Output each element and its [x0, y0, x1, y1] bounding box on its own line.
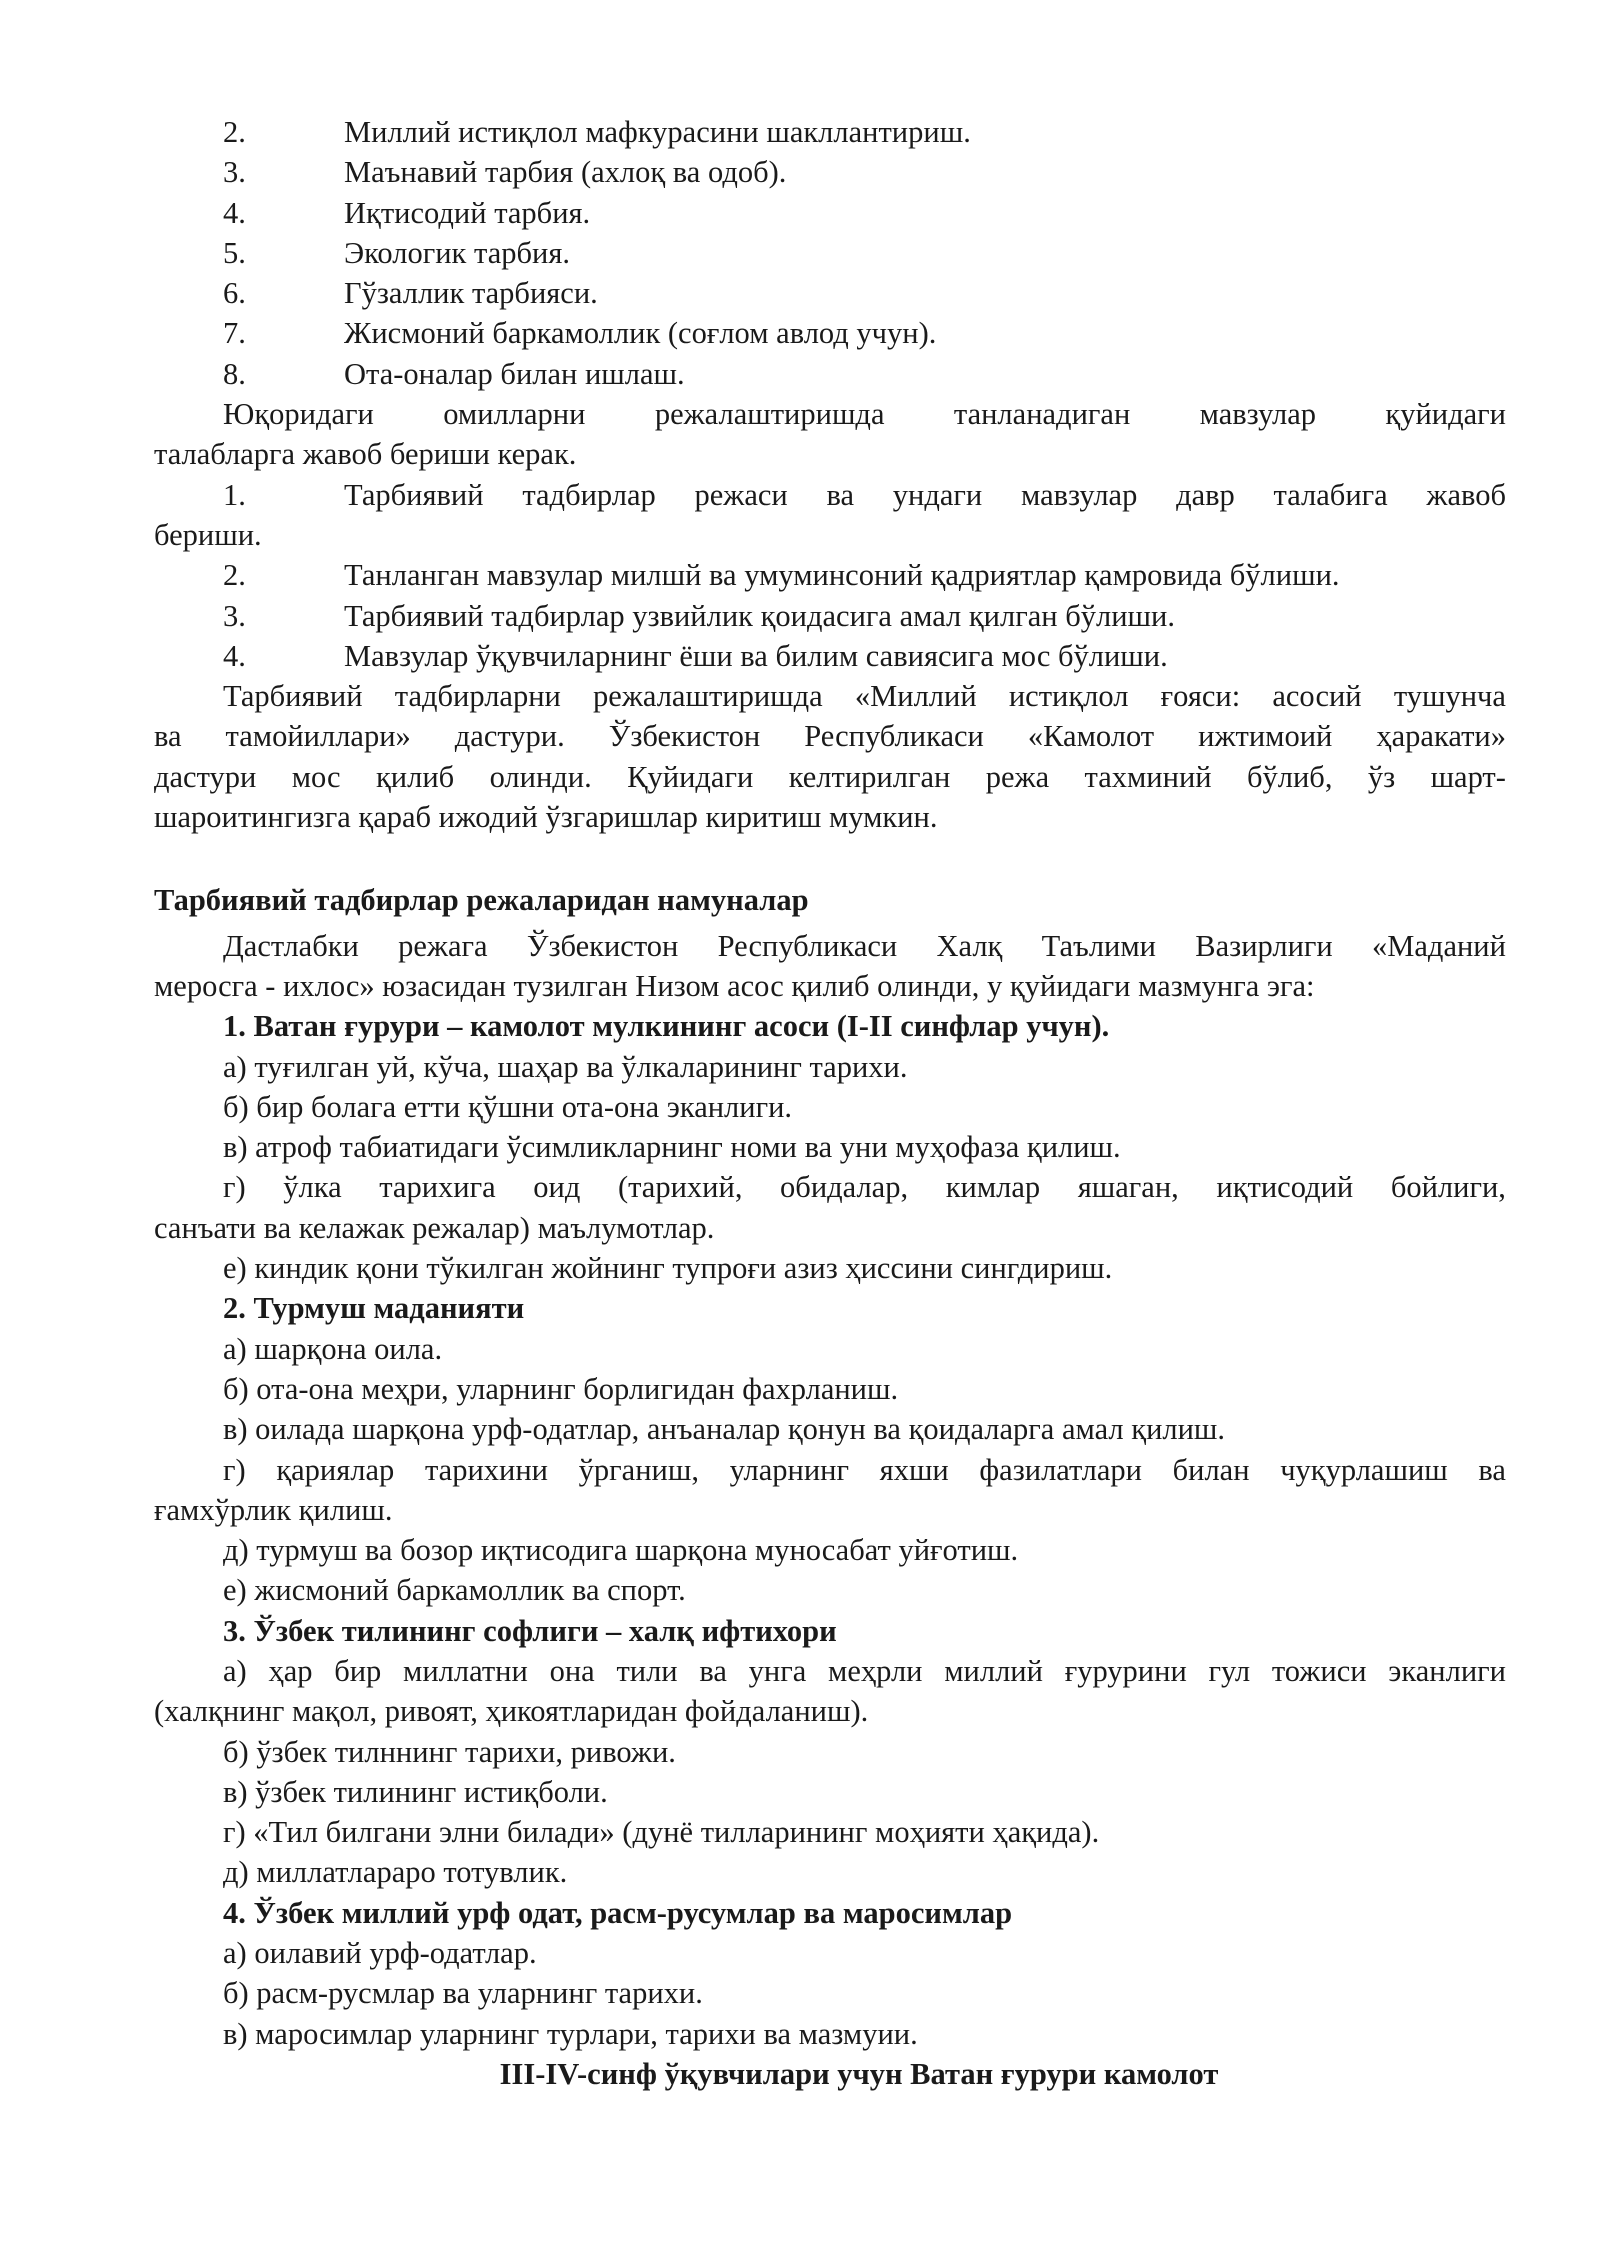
subsection-title: 2. Турмуш маданияти	[223, 1291, 525, 1326]
word: дастури	[154, 759, 257, 794]
word: «Миллий	[854, 679, 977, 714]
word: Ўзбекистон	[526, 928, 679, 963]
word: она	[549, 1653, 595, 1688]
list-item: е) киндик қони тўкилган жойнинг тупроғи азиз ҳиссини сингдириш.	[223, 1251, 1113, 1286]
word: мавзулар	[1020, 477, 1138, 512]
word: бойлиги,	[1390, 1170, 1506, 1205]
word: қариялар	[276, 1452, 395, 1487]
word: режа	[985, 759, 1050, 794]
text-line: ғамхўрлик қилиш.	[154, 1492, 393, 1527]
word: режалаштиришда	[593, 679, 823, 714]
word: ижтимоий	[1198, 719, 1333, 754]
word: ҳар	[268, 1653, 313, 1688]
justified-line	[154, 716, 1506, 756]
word: Республикаси	[804, 719, 984, 754]
paragraph-initial-plan	[154, 926, 1506, 1007]
word: а)	[223, 1653, 247, 1688]
word: бир	[334, 1653, 382, 1688]
word: Вазирлиги	[1195, 928, 1333, 963]
paragraph-requirements-intro	[154, 394, 1506, 475]
word: тадбирлар	[522, 477, 656, 512]
word: Дастлабки	[223, 928, 359, 963]
list-item	[154, 354, 1506, 394]
justified-line	[154, 1651, 1506, 1691]
justified-line	[154, 394, 1506, 434]
justified-line	[344, 475, 1506, 515]
word: мос	[291, 759, 341, 794]
word: чуқурлашиш	[1280, 1452, 1448, 1487]
word: кимлар	[945, 1170, 1041, 1205]
word: қуйидаги	[1385, 397, 1506, 432]
list-item	[154, 112, 1506, 152]
word: истиқлол	[1008, 679, 1129, 714]
list-item	[154, 233, 1506, 273]
document-page	[154, 112, 1506, 2094]
word: асосий	[1272, 679, 1362, 714]
word: тожиси	[1271, 1653, 1367, 1688]
word: ғурурини	[1064, 1653, 1187, 1688]
word: ўлка	[283, 1170, 342, 1205]
list-text: Жисмоний баркамоллик (соғлом авлод учун).	[344, 316, 937, 351]
word: олинди.	[489, 759, 592, 794]
word: тарихига	[379, 1170, 496, 1205]
text-line: санъати ва келажак режалар) маълумотлар.	[154, 1210, 715, 1245]
word: миллатни	[403, 1653, 528, 1688]
paragraph-planning	[154, 676, 1506, 837]
list-item	[154, 596, 1506, 636]
text-line: талабларга жавоб бериши керак.	[154, 437, 577, 472]
list-text: Гўзаллик тарбияси.	[344, 276, 598, 311]
list-text: Экологик тарбия.	[344, 235, 570, 270]
list-number: 1.	[223, 477, 246, 512]
list-item	[154, 475, 1506, 515]
word: режалаштиришда	[654, 397, 885, 432]
word: гул	[1208, 1653, 1251, 1688]
justified-line	[154, 676, 1506, 716]
word: ҳаракати»	[1376, 719, 1506, 754]
word: бўлиб,	[1247, 759, 1333, 794]
word: г)	[223, 1170, 246, 1205]
word: шарт-	[1430, 759, 1506, 794]
list-number: 4.	[223, 638, 246, 673]
word: иқтисодий	[1216, 1170, 1354, 1205]
section-heading: Тарбиявий тадбирлар режаларидан намуналар	[154, 883, 809, 918]
word: «Камолот	[1027, 719, 1155, 754]
word: уларнинг	[729, 1452, 850, 1487]
list-number: 2.	[223, 558, 246, 593]
word: ва	[826, 477, 855, 512]
word: г)	[223, 1452, 246, 1487]
list-item: б) ота-она меҳри, уларнинг борлигидан фахрланиш.	[223, 1371, 899, 1406]
list-number: 3.	[223, 155, 246, 190]
list-item	[154, 636, 1506, 676]
list-item: в) оилада шарқона урф-одатлар, анъаналар қонун ва қоидаларга амал қилиш.	[223, 1412, 1226, 1447]
word: режаси	[694, 477, 788, 512]
word: яшаган,	[1077, 1170, 1179, 1205]
list-number: 4.	[223, 195, 246, 230]
word: миллий	[944, 1653, 1043, 1688]
text-line: шароитингизга қараб ижодий ўзгаришлар киритиш мумкин.	[154, 800, 938, 835]
section-4	[154, 1893, 1506, 2054]
list-text: Мавзулар ўқувчиларнинг ёши ва билим савиясига мос бўлиши.	[344, 638, 1168, 673]
word: тахминий	[1084, 759, 1212, 794]
list-text: Иқтисодий тарбия.	[344, 195, 591, 230]
list-item: в) атроф табиатидаги ўсимликларнинг номи ва уни муҳофаза қилиш.	[223, 1130, 1121, 1165]
justified-line	[154, 1167, 1506, 1207]
word: танланадиган	[953, 397, 1131, 432]
word: ва	[699, 1653, 727, 1688]
word: Юқоридаги	[223, 397, 374, 432]
text-line: меросга - ихлос» юзасидан тузилган Низом асос қилиб олинди, у қуйидаги мазмунга эга:	[154, 968, 1315, 1003]
subsection-title: 1. Ватан ғурури – камолот мулкининг асоси (I-II синфлар учун).	[223, 1009, 1110, 1044]
word: меҳрли	[828, 1653, 923, 1688]
justified-line	[154, 1450, 1506, 1490]
list-item	[154, 273, 1506, 313]
word: тушунча	[1393, 679, 1506, 714]
list-item: б) бир болага етти қўшни ота-она эканлиги.	[223, 1089, 793, 1124]
word: ва	[154, 719, 182, 754]
word: тили	[616, 1653, 678, 1688]
word: (тарихий,	[617, 1170, 743, 1205]
section-3	[154, 1611, 1506, 1893]
list-text: Ота-оналар билан ишлаш.	[344, 356, 685, 391]
list-item: е) жисмоний баркамоллик ва спорт.	[223, 1573, 686, 1608]
list-item	[154, 313, 1506, 353]
list-item	[154, 555, 1506, 595]
word: тарихини	[424, 1452, 548, 1487]
word: Қуйидаги	[627, 759, 754, 794]
list-item: в) маросимлар уларнинг турлари, тарихи ва мазмуии.	[223, 2016, 918, 2051]
list-number: 2.	[223, 115, 246, 149]
word: обидалар,	[780, 1170, 909, 1205]
word: талабига	[1273, 477, 1388, 512]
section-1	[154, 1006, 1506, 1288]
subsection-title: 4. Ўзбек миллий урф одат, расм-русумлар ва маросимлар	[223, 1895, 1013, 1930]
word: давр	[1176, 477, 1235, 512]
word: тамойиллари»	[225, 719, 411, 754]
list-number: 6.	[223, 276, 246, 311]
word: фазилатлари	[979, 1452, 1142, 1487]
word: ундаги	[892, 477, 983, 512]
word: оид	[533, 1170, 581, 1205]
word: келтирилган	[788, 759, 951, 794]
word: Халқ	[936, 928, 1003, 963]
text-line: бериши.	[154, 517, 262, 552]
list-item: в) ўзбек тилининг истиқболи.	[223, 1774, 608, 1809]
word: ўз	[1367, 759, 1396, 794]
word: эканлиги	[1388, 1653, 1506, 1688]
word: Тарбиявий	[344, 477, 484, 512]
list-number: 5.	[223, 235, 246, 270]
word: ва	[1478, 1452, 1506, 1487]
list-item: а) туғилган уй, кўча, шаҳар ва ўлкаларининг тарихи.	[223, 1049, 908, 1084]
word: тадбирларни	[394, 679, 561, 714]
word: дастури.	[454, 719, 565, 754]
list-text: Танланган мавзулар милшй ва умуминсоний қадриятлар қамровида бўлиши.	[344, 558, 1340, 593]
list-item: а) шарқона оила.	[223, 1331, 443, 1366]
word: ғояси:	[1160, 679, 1241, 714]
list-item: д) миллатлараро тотувлик.	[223, 1855, 568, 1890]
justified-line	[154, 926, 1506, 966]
list-item	[154, 193, 1506, 233]
spacer	[154, 837, 1506, 880]
word: Таълими	[1041, 928, 1156, 963]
word: унга	[748, 1653, 807, 1688]
word: Республикаси	[717, 928, 898, 963]
list-item: б) расм-русмлар ва уларнинг тарихи.	[223, 1976, 703, 2011]
word: қилиб	[375, 759, 455, 794]
list-item	[154, 152, 1506, 192]
list-item: г) «Тил билгани элни билади» (дунё тилларининг моҳияти ҳақида).	[223, 1815, 1100, 1850]
list-text: Миллий истиқлол мафкурасини шакллантириш.	[344, 115, 971, 149]
word: Тарбиявий	[223, 679, 363, 714]
section-2	[154, 1288, 1506, 1610]
list-text: Маънавий тарбия (ахлоқ ва одоб).	[344, 155, 787, 190]
word: яхши	[879, 1452, 949, 1487]
justified-line	[154, 757, 1506, 797]
word: Ўзбекистон	[608, 719, 761, 754]
word: омилларни	[443, 397, 586, 432]
list-number: 8.	[223, 356, 246, 391]
word: билан	[1172, 1452, 1250, 1487]
numbered-list-top	[154, 112, 1506, 394]
list-text: Тарбиявий тадбирлар узвийлик қоидасига амал қилган бўлиши.	[344, 598, 1175, 633]
word: жавоб	[1426, 477, 1506, 512]
list-number: 7.	[223, 316, 246, 351]
list-item: д) турмуш ва бозор иқтисодига шарқона муносабат уйғотиш.	[223, 1533, 1019, 1568]
list-item: б) ўзбек тилннинг тарихи, ривожи.	[223, 1734, 676, 1769]
word: «Маданий	[1372, 928, 1506, 963]
subsection-title: 3. Ўзбек тилининг софлиги – халқ ифтихори	[223, 1613, 837, 1648]
list-number: 3.	[223, 598, 246, 633]
word: ўрганиш,	[578, 1452, 699, 1487]
word: режага	[398, 928, 488, 963]
final-heading: III-IV-синф ўқувчилари учун Ватан ғурури камолот	[499, 2056, 1219, 2091]
requirements-list	[154, 475, 1506, 676]
word: мавзулар	[1199, 397, 1316, 432]
text-line: (халқнинг мақол, ривоят, ҳикоятларидан фойдаланиш).	[154, 1694, 869, 1729]
list-item: а) оилавий урф-одатлар.	[223, 1936, 537, 1971]
